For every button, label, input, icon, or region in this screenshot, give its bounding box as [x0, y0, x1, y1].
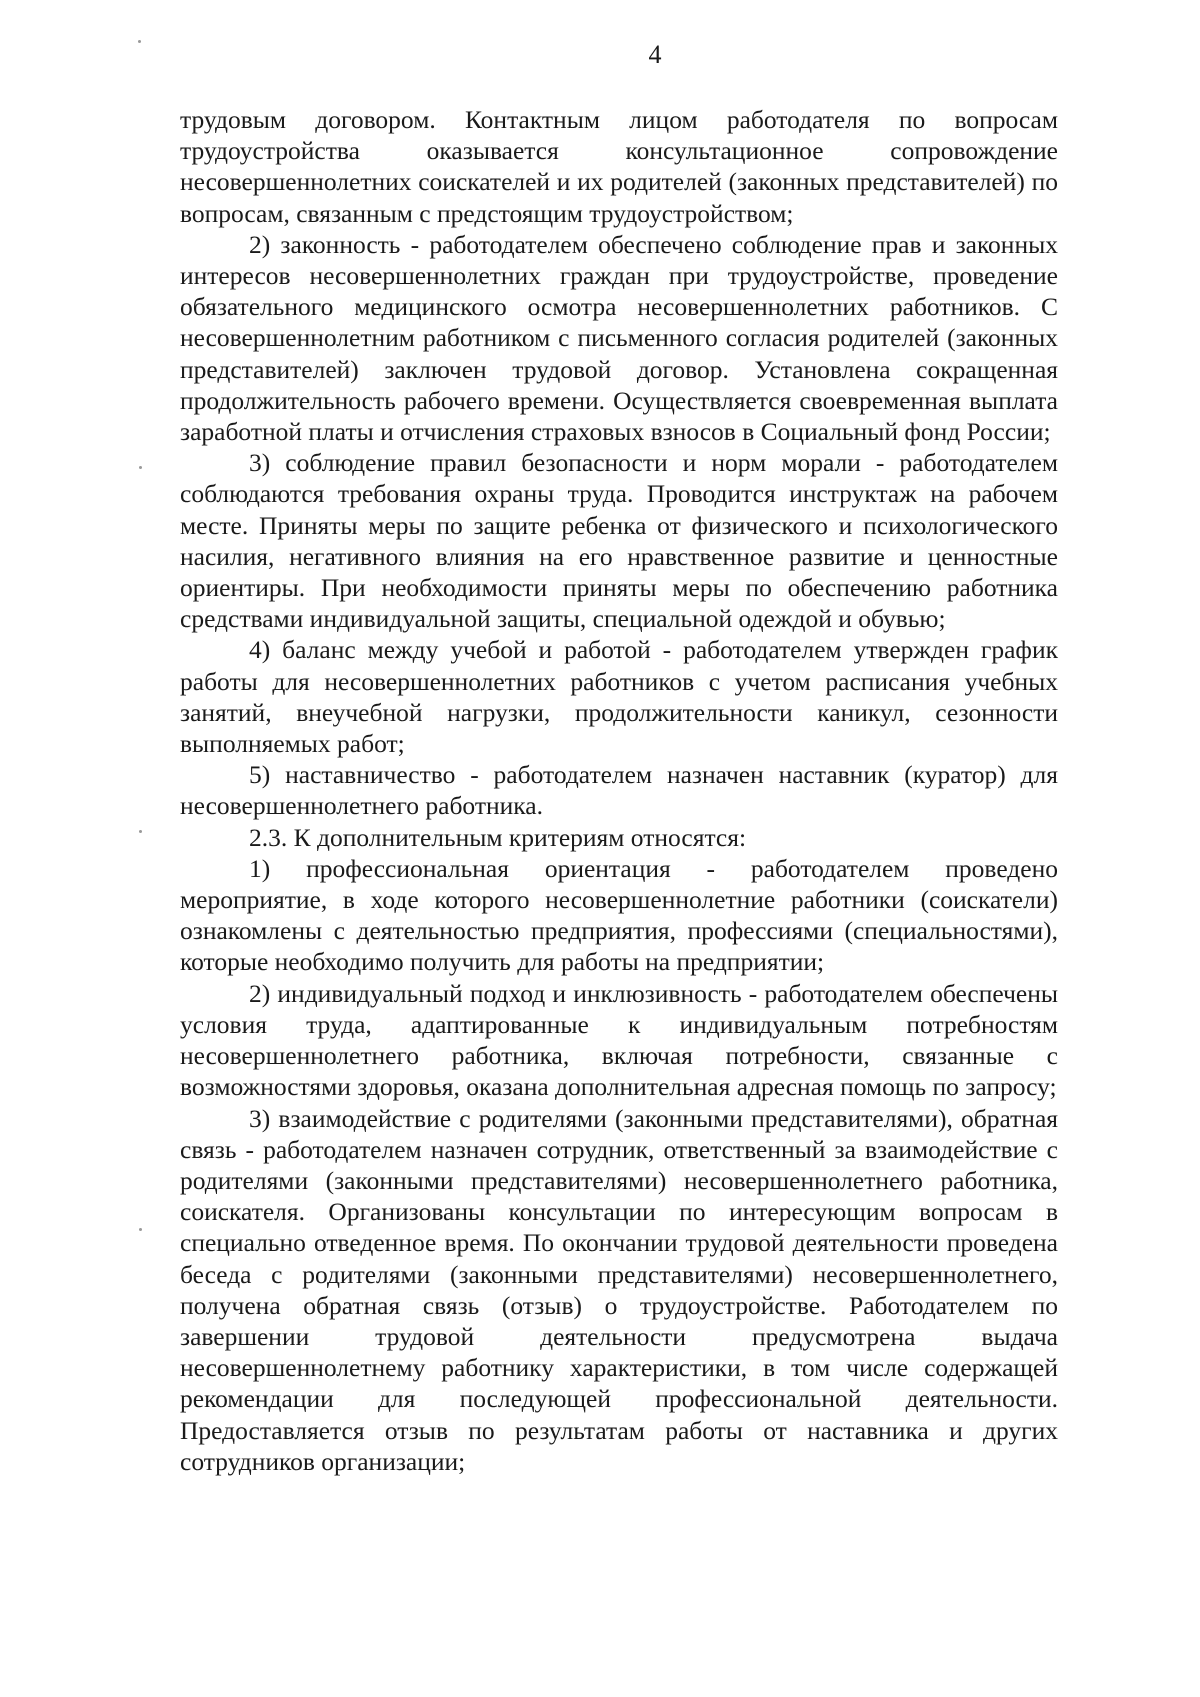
paragraph-item-balance: 4) баланс между учебой и работой - работодателем утвержден график работы для несовершеннолетних работников с учетом расписания учебных занятий, внеучебной нагрузки, продолжительности каникул, сезонности выполняемых работ;	[180, 635, 1058, 759]
paragraph-item-legality: 2) законность - работодателем обеспечено соблюдение прав и законных интересов несовершеннолетних граждан при трудоустройстве, проведение обязательного медицинского осмотра несовершеннолетних работников. С несовершеннолетним работником с письменного согласия родителей (законных представителей) заключен трудовой договор. Установлена сокращенная продолжительность рабочего времени. Осуществляется своевременная выплата заработной платы и отчисления страховых взносов в Социальный фонд России;	[180, 229, 1058, 447]
paragraph-item-inclusivity: 2) индивидуальный подход и инклюзивность - работодателем обеспечены условия труда, адаптированные к индивидуальным потребностям несовершеннолетнего работника, включая потребности, связанные с возможностями здоровья, оказана дополнительная адресная помощь по запросу;	[180, 978, 1058, 1102]
paragraph-continuation: трудовым договором. Контактным лицом работодателя по вопросам трудоустройства оказывается консультационное сопровождение несовершеннолетних соискателей и их родителей (законных представителей) по вопросам, связанным с предстоящим трудоустройством;	[180, 105, 1058, 228]
paragraph-item-mentoring: 5) наставничество - работодателем назначен наставник (куратор) для несовершеннолетнего работника.	[180, 760, 1058, 821]
scan-artifact-dot	[139, 466, 142, 469]
scan-artifact-dot	[139, 1228, 142, 1231]
section-heading-additional-criteria: 2.3. К дополнительным критериям относятся:	[249, 822, 747, 852]
page-number: 4	[648, 40, 662, 69]
paragraph-item-career-guidance: 1) профессиональная ориентация - работодателем проведено мероприятие, в ходе которого несовершеннолетние работники (соискатели) ознакомлены с деятельностью предприятия, профессиями (специальностями), которые необходимо получить для работы на предприятии;	[180, 853, 1058, 977]
scan-artifact-dot	[139, 830, 142, 833]
paragraph-item-safety: 3) соблюдение правил безопасности и норм морали - работодателем соблюдаются требования охраны труда. Проводится инструктаж на рабочем месте. Приняты меры по защите ребенка от физического и психологического насилия, негативного влияния на его нравственное развитие и ценностные ориентиры. При необходимости приняты меры по обеспечению работника средствами индивидуальной защиты, специальной одеждой и обувью;	[180, 448, 1058, 634]
paragraph-item-parent-interaction: 3) взаимодействие с родителями (законными представителями), обратная связь - работодателем назначен сотрудник, ответственный за взаимодействие с родителями (законными представителями) несовершеннолетнего работника, соискателя. Организованы консультации по интересующим вопросам в специально отведенное время. По окончании трудовой деятельности проведена беседа с родителями (законными представителями) несовершеннолетнего, получена обратная связь (отзыв) о трудоустройстве. Работодателем по завершении трудовой деятельности предусмотрена выдача несовершеннолетнему работнику характеристики, в том числе содержащей рекомендации для последующей профессиональной деятельности. Предоставляется отзыв по результатам работы от наставника и других сотрудников организации;	[180, 1103, 1058, 1476]
scan-artifact-dot	[138, 40, 141, 43]
document-body	[180, 104, 1058, 1477]
